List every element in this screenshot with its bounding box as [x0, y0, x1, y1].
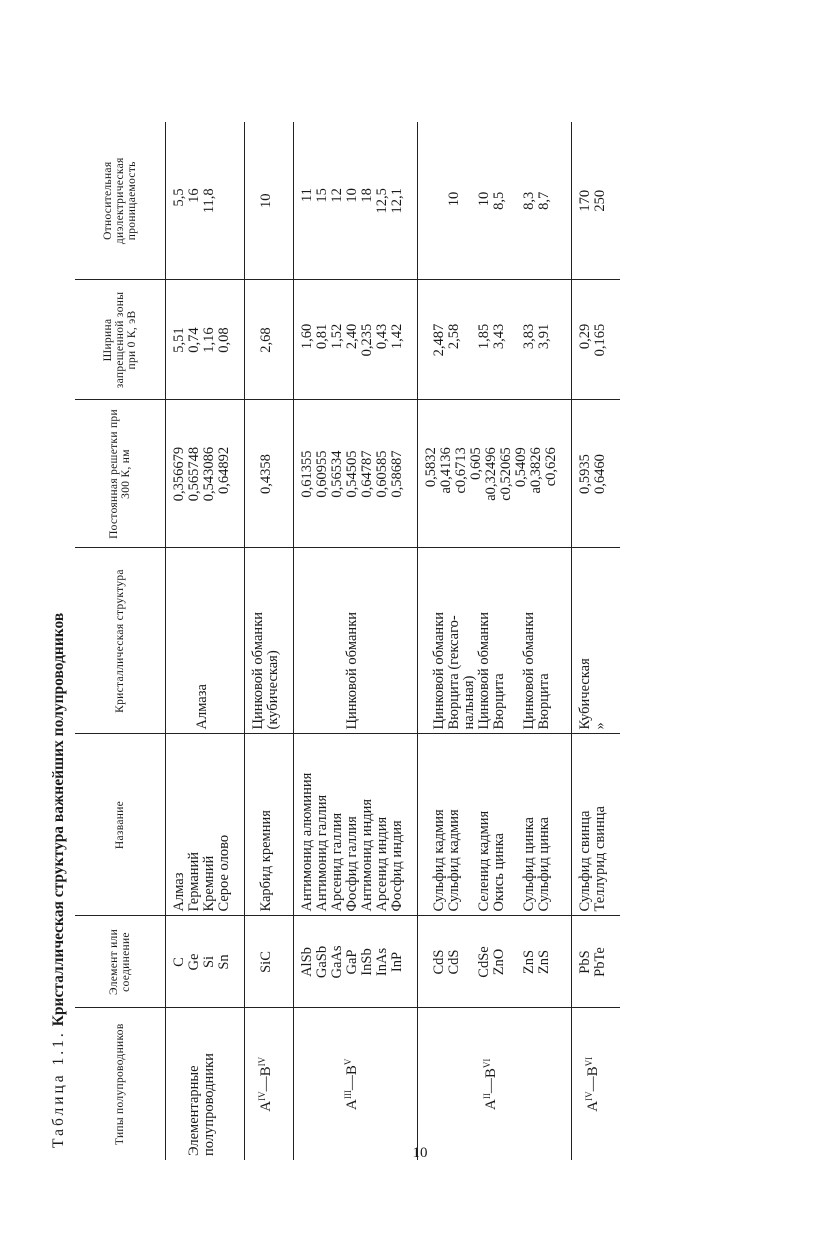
cell-permittivity — [166, 122, 245, 280]
structure-list-line: (кубическая) — [265, 650, 281, 730]
lattice-list-line: 0,6460 — [592, 454, 608, 494]
type-a: A — [257, 1100, 274, 1112]
bandgap-list-line — [507, 324, 522, 357]
cell-bandgap — [245, 280, 294, 400]
elements-list-line: CdS — [445, 949, 462, 975]
permittivity-list-line: 12,5 — [374, 188, 390, 214]
structure-list-line: Цинковой обманки — [344, 612, 360, 730]
permittivity-list — [578, 190, 608, 212]
cell-lattice — [294, 400, 418, 548]
cell-type: $A^{III}—B^V$ — [294, 1008, 418, 1160]
permittivity-list-line: 12,1 — [389, 188, 405, 214]
elements-list-line: PbTe — [592, 947, 608, 977]
structure-list-line: Вюрцита — [535, 673, 552, 730]
bandgap-list-line: 0,165 — [592, 323, 608, 357]
bandgap-list-line: 2,40 — [344, 323, 360, 350]
lattice-list-line: 0,64892 — [216, 446, 232, 494]
bandgap-list-line: 0,81 — [314, 323, 330, 350]
names-list-line: Карбид кремния — [257, 810, 274, 912]
type-a-sup: IV — [583, 1091, 594, 1101]
lattice-list-line: 0,605 — [468, 447, 484, 480]
bandgap-list-line: 0,08 — [216, 327, 232, 353]
lattice-list-line: 0,61355 — [299, 450, 315, 498]
permittivity-list-line: 10 — [344, 188, 360, 203]
names-list-line: Антимонид алюминия — [299, 772, 315, 912]
permittivity-list-line: 12 — [329, 188, 345, 203]
cell-elements — [166, 916, 245, 1008]
names-list-line: Антимонид индия — [359, 798, 375, 912]
bandgap-list-line: 5,51 — [171, 327, 187, 353]
cell-names — [294, 734, 418, 916]
names-list-line: Алмаз — [171, 872, 187, 912]
lattice-list-line: a0,4136 — [438, 447, 454, 494]
elements-list-line — [462, 921, 477, 1004]
header-structure: Кристаллическая структура — [75, 548, 166, 734]
names-list-line — [507, 739, 522, 912]
lattice-list-line: c0,52065 — [498, 447, 514, 501]
table-row — [572, 122, 621, 1160]
cell-type: $A^{IV}—B^{VI}$ — [583, 1056, 601, 1112]
structure-list-line: Вюрцита — [490, 673, 507, 730]
type-a: A — [584, 1100, 601, 1112]
names-list-line: Сульфид свинца — [577, 810, 593, 912]
cell-names — [572, 734, 621, 916]
bandgap-list-line: 3,83 — [520, 323, 537, 350]
names-list — [432, 739, 552, 912]
structure-list-line: Цинковой обманки — [250, 612, 266, 730]
type-a: A — [344, 1099, 360, 1110]
type-a-sup: III — [343, 1090, 353, 1100]
cell-type — [166, 1008, 245, 1160]
names-list-line: Сульфид цинка — [535, 817, 552, 912]
table-row — [245, 122, 294, 1160]
elements-list-line: GaP — [344, 949, 360, 975]
cell-elements — [245, 916, 294, 1008]
elements-list-line: ZnS — [520, 949, 537, 975]
type-b: B — [344, 1065, 360, 1076]
cell-lattice — [572, 400, 621, 548]
cell-permittivity — [572, 122, 621, 280]
elements-list — [432, 921, 552, 1004]
header-name: Название — [75, 734, 166, 916]
type-b: B — [483, 1068, 499, 1079]
elements-list-line: PbS — [577, 950, 593, 974]
names-list-line: Теллурид свинца — [592, 806, 608, 912]
bandgap-list-line: 0,74 — [186, 327, 202, 353]
cell-elements — [572, 916, 621, 1008]
bandgap-list-line: 2,68 — [257, 327, 274, 353]
permittivity-list — [300, 188, 405, 213]
bandgap-list-line: 1,85 — [475, 323, 492, 350]
table-row — [166, 122, 245, 1160]
cell-names — [245, 734, 294, 916]
structure-list-line: Алмаза — [193, 684, 210, 730]
elements-list-line: InSb — [359, 948, 375, 976]
caption-title: Кристаллическая структура важнейших полупроводников — [50, 612, 67, 1027]
names-list-line — [462, 739, 477, 912]
lattice-list-line: 0,54505 — [344, 450, 360, 498]
structure-list-line: Цинковой обманки — [520, 612, 537, 730]
rotated-table-block — [50, 12, 810, 1172]
structure-list — [195, 553, 210, 730]
structure-list-line — [507, 553, 522, 730]
elements-list-line: GaAs — [329, 945, 345, 979]
cell-lattice — [166, 400, 245, 548]
bandgap-list — [432, 324, 552, 357]
lattice-list — [424, 447, 559, 501]
cell-elements — [294, 916, 418, 1008]
bandgap-list — [300, 324, 405, 357]
bandgap-list-line: 1,16 — [201, 327, 217, 353]
elements-list-line: CdS — [430, 949, 447, 975]
lattice-list-line: 0,5409 — [513, 447, 529, 488]
permittivity-list-line: 5,5 — [171, 188, 187, 207]
elements-list — [578, 921, 608, 1004]
permittivity-list-line: 250 — [592, 189, 608, 212]
header-row — [75, 122, 166, 1160]
lattice-list-line: 0,543086 — [201, 446, 217, 502]
elements-list-line: AlSb — [299, 947, 315, 977]
structure-list — [578, 553, 608, 730]
cell-permittivity — [294, 122, 418, 280]
permittivity-list-line: 170 — [577, 189, 593, 212]
names-list-line: Фосфид галлия — [344, 816, 360, 912]
elements-list-line: ZnO — [490, 948, 507, 976]
lattice-list-line: 0,56534 — [329, 450, 345, 498]
structure-list-line: Цинковой обманки — [475, 612, 492, 730]
elements-list-line: SiC — [257, 951, 274, 973]
elements-list-line: ZnS — [535, 949, 552, 975]
cell-bandgap — [166, 280, 245, 400]
names-list — [300, 739, 405, 912]
lattice-list — [259, 454, 274, 494]
table-body — [166, 122, 621, 1160]
lattice-list-line: 0,565748 — [186, 446, 202, 502]
lattice-list-line: 0,5935 — [577, 454, 593, 494]
names-list-line: Селенид кадмия — [475, 810, 492, 912]
cell-structure — [572, 548, 621, 734]
permittivity-list-line: 8,3 — [520, 191, 537, 210]
elements-list-line: InAs — [374, 947, 390, 977]
bandgap-list-line: 0,29 — [577, 323, 593, 350]
type-label: Элементарные полупроводники — [186, 1053, 217, 1156]
elements-list-line: Ge — [186, 953, 202, 971]
structure-list-line: Цинковой обманки — [430, 612, 447, 730]
elements-list-line: GaSb — [314, 945, 330, 979]
structure-list — [432, 553, 552, 730]
type-b: B — [584, 1066, 601, 1077]
cell-names — [418, 734, 572, 916]
header-types: Типы полупроводников — [75, 1008, 166, 1160]
table-row — [294, 122, 418, 1160]
type-b-sup: VI — [583, 1056, 594, 1067]
elements-list-line: Si — [201, 955, 217, 969]
structure-list-line: нальная) — [460, 675, 477, 730]
cell-type: $A^{II}—B^{VI}$ — [418, 1008, 572, 1160]
page-number: 10 — [412, 1145, 428, 1161]
lattice-list — [300, 450, 405, 497]
permittivity-list-line: 10 — [445, 191, 462, 207]
type-b-sup: VI — [482, 1058, 492, 1069]
semiconductor-table — [75, 122, 620, 1160]
names-list — [259, 739, 274, 912]
header-element: Элемент или соединение — [75, 916, 166, 1008]
bandgap-list-line: 3,43 — [490, 323, 507, 350]
lattice-list-line: a0,3826 — [528, 447, 544, 494]
permittivity-list-line: 11 — [299, 188, 315, 203]
permittivity-list-line — [217, 188, 232, 213]
lattice-list-line: 0,58687 — [389, 450, 405, 498]
bandgap-list-line: 2,58 — [445, 323, 462, 350]
table-row — [418, 122, 572, 1160]
type-a-sup: IV — [256, 1091, 267, 1101]
permittivity-list-line: 18 — [359, 188, 375, 203]
bandgap-list-line: 0,235 — [359, 323, 375, 357]
elements-list — [172, 921, 232, 1004]
names-list-line: Окись цинка — [490, 833, 507, 912]
elements-list-line: Sn — [216, 954, 232, 970]
structure-list — [345, 553, 360, 730]
cell-permittivity — [245, 122, 294, 280]
permittivity-list-line: 8,5 — [490, 191, 507, 210]
elements-list — [259, 921, 274, 1004]
bandgap-list-line: 1,42 — [389, 323, 405, 350]
names-list-line: Арсенид галлия — [329, 812, 345, 912]
bandgap-list-line: 0,43 — [374, 323, 390, 350]
names-list-line: Антимонид галлия — [314, 794, 330, 912]
type-a-sup: II — [482, 1093, 492, 1100]
bandgap-list — [172, 327, 232, 352]
type-b-sup: IV — [256, 1056, 267, 1067]
names-list-line: Кремний — [201, 855, 217, 912]
elements-list-line: C — [171, 957, 187, 967]
table-caption — [50, 613, 68, 1148]
lattice-list — [172, 447, 232, 501]
cell-structure — [418, 548, 572, 734]
permittivity-list-line: 11,8 — [201, 188, 217, 214]
bandgap-list-line: 2,487 — [430, 323, 447, 357]
elements-list-line: InP — [389, 951, 405, 973]
names-list-line: Германий — [186, 851, 202, 912]
permittivity-list-line — [432, 192, 447, 210]
lattice-list-line: c0,6713 — [453, 447, 469, 494]
type-a: A — [483, 1099, 499, 1110]
bandgap-list — [259, 327, 274, 352]
permittivity-list-line — [462, 192, 477, 210]
cell-lattice — [418, 400, 572, 548]
bandgap-list-line: 3,91 — [535, 323, 552, 350]
bandgap-list-line: 1,60 — [299, 323, 315, 350]
lattice-list-line: 0,4358 — [257, 454, 274, 494]
cell-type: $A^{IV}—B^{IV}$ — [245, 1008, 294, 1160]
bandgap-list-line: 1,52 — [329, 323, 345, 350]
lattice-list — [578, 454, 608, 494]
cell-names — [166, 734, 245, 916]
structure-list-line: Кубическая — [577, 658, 593, 730]
cell-structure — [166, 548, 245, 734]
names-list-line: Сульфид кадмия — [430, 809, 447, 912]
cell-bandgap — [572, 280, 621, 400]
lattice-list-line: a0,32496 — [483, 447, 499, 501]
names-list-line: Фосфид индия — [389, 820, 405, 912]
names-list — [578, 739, 608, 912]
caption-lead: Таблица 1.1. — [50, 1030, 67, 1148]
permittivity-list-line: 10 — [257, 193, 274, 208]
structure-list — [251, 553, 281, 730]
elements-list-line — [507, 921, 522, 1004]
permittivity-list-line: 16 — [186, 188, 202, 203]
names-list-line: Сульфид цинка — [520, 817, 537, 912]
cell-lattice — [245, 400, 294, 548]
lattice-list-line: 0,60585 — [374, 450, 390, 498]
header-bandgap: Ширина запрещенной зоны при 0 К, эВ — [75, 280, 166, 400]
cell-bandgap — [418, 280, 572, 400]
cell-bandgap — [294, 280, 418, 400]
elements-list — [300, 921, 405, 1004]
permittivity-list — [172, 188, 232, 213]
permittivity-list-line: 8,7 — [535, 191, 552, 210]
cell-structure — [245, 548, 294, 734]
elements-list-line: CdSe — [475, 946, 492, 978]
header-permittivity: Относительная диэлектрическая проницаемость — [75, 122, 166, 280]
names-list-line: Серое олово — [216, 834, 232, 912]
lattice-list-line: 0,60955 — [314, 450, 330, 498]
names-list-line: Арсенид индия — [374, 816, 390, 912]
permittivity-list-line: 10 — [475, 191, 492, 207]
names-list-line: Сульфид кадмия — [445, 809, 462, 912]
bandgap-list — [578, 324, 608, 357]
names-list — [172, 739, 232, 912]
permittivity-list-line: 15 — [314, 188, 330, 203]
lattice-list-line: 0,64787 — [359, 450, 375, 498]
permittivity-list — [259, 194, 274, 209]
cell-elements — [418, 916, 572, 1008]
type-b: B — [257, 1066, 274, 1077]
permittivity-list — [432, 192, 552, 210]
type-b-sup: V — [343, 1058, 353, 1066]
lattice-list-line: 0,356679 — [171, 446, 187, 502]
permittivity-list-line — [507, 192, 522, 210]
structure-list-line: Вюрцита (гексаго- — [445, 615, 462, 730]
structure-list-line: » — [592, 722, 608, 730]
bandgap-list-line — [462, 324, 477, 357]
lattice-list-line: c0,626 — [543, 447, 559, 487]
cell-permittivity — [418, 122, 572, 280]
cell-structure — [294, 548, 418, 734]
header-lattice: Постоянная решетки при 300 К, нм — [75, 400, 166, 548]
lattice-list-line: 0,5832 — [423, 447, 439, 488]
